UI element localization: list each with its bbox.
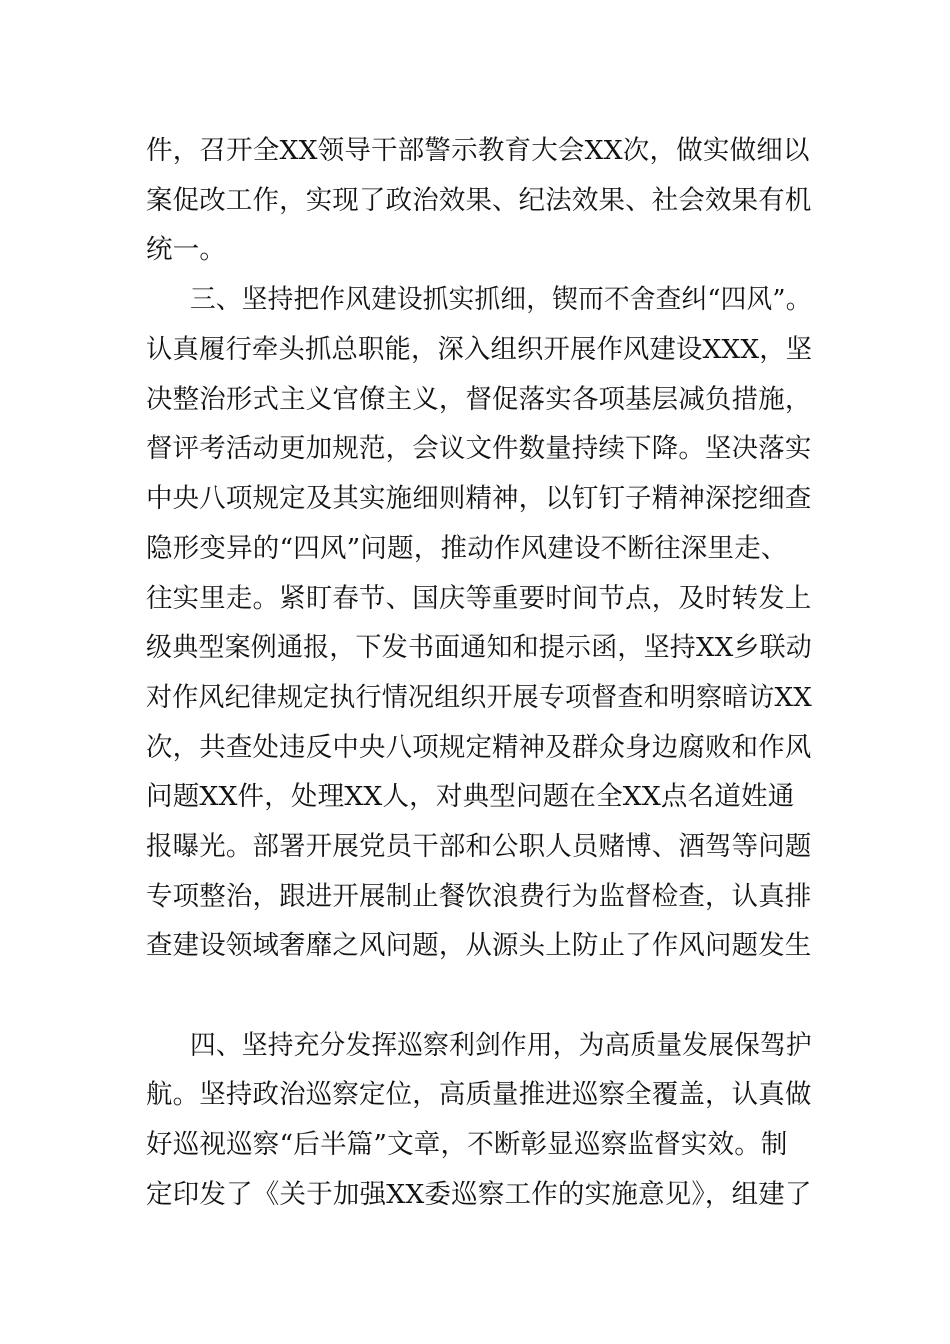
paragraph-heading-line: 三、坚持把作风建设抓实抓细，锲而不舍查纠“四风”。 xyxy=(190,284,812,315)
text-line: 报曝光。部署开展党员干部和公职人员赌博、酒驾等问题 xyxy=(146,831,812,862)
text-line: 定印发了《关于加强XX委巡察工作的实施意见》，组建了 xyxy=(146,1179,812,1210)
text-line: 隐形变异的“四风”问题，推动作风建设不断往深里走、 xyxy=(146,533,788,564)
text-line: 级典型案例通报，下发书面通知和提示函，坚持XX乡联动 xyxy=(146,632,812,663)
text-line: 航。坚持政治巡察定位，高质量推进巡察全覆盖，认真做 xyxy=(146,1079,812,1110)
text-line: 次，共查处违反中央八项规定精神及群众身边腐败和作风 xyxy=(146,732,812,763)
text-line: 认真履行牵头抓总职能，深入组织开展作风建设XXX，坚 xyxy=(146,334,813,365)
text-line: 督评考活动更加规范，会议文件数量持续下降。坚决落实 xyxy=(146,433,812,464)
text-line: 统一。 xyxy=(146,234,227,265)
text-line: 专项整治，跟进开展制止餐饮浪费行为监督检查，认真排 xyxy=(146,881,812,912)
text-line: 中央八项规定及其实施细则精神，以钉钉子精神深挖细查 xyxy=(146,483,812,514)
text-line: 对作风纪律规定执行情况组织开展专项督查和明察暗访XX xyxy=(146,682,812,713)
text-line: 件，召开全XX领导干部警示教育大会XX次，做实做细以 xyxy=(146,135,810,166)
paragraph-heading-line: 四、坚持充分发挥巡察利剑作用，为高质量发展保驾护 xyxy=(190,1030,812,1061)
text-line: 问题XX件，处理XX人，对典型问题在全XX点名道姓通 xyxy=(146,781,795,812)
text-line: 往实里走。紧盯春节、国庆等重要时间节点，及时转发上 xyxy=(146,583,812,614)
text-line: 查建设领域奢靡之风问题，从源头上防止了作风问题发生 xyxy=(146,930,812,961)
text-line: 案促改工作，实现了政治效果、纪法效果、社会效果有机 xyxy=(146,185,812,216)
text-line: 决整治形式主义官僚主义，督促落实各项基层减负措施， xyxy=(146,384,812,415)
text-line: 好巡视巡察“后半篇”文章，不断彰显巡察监督实效。制 xyxy=(146,1129,788,1160)
